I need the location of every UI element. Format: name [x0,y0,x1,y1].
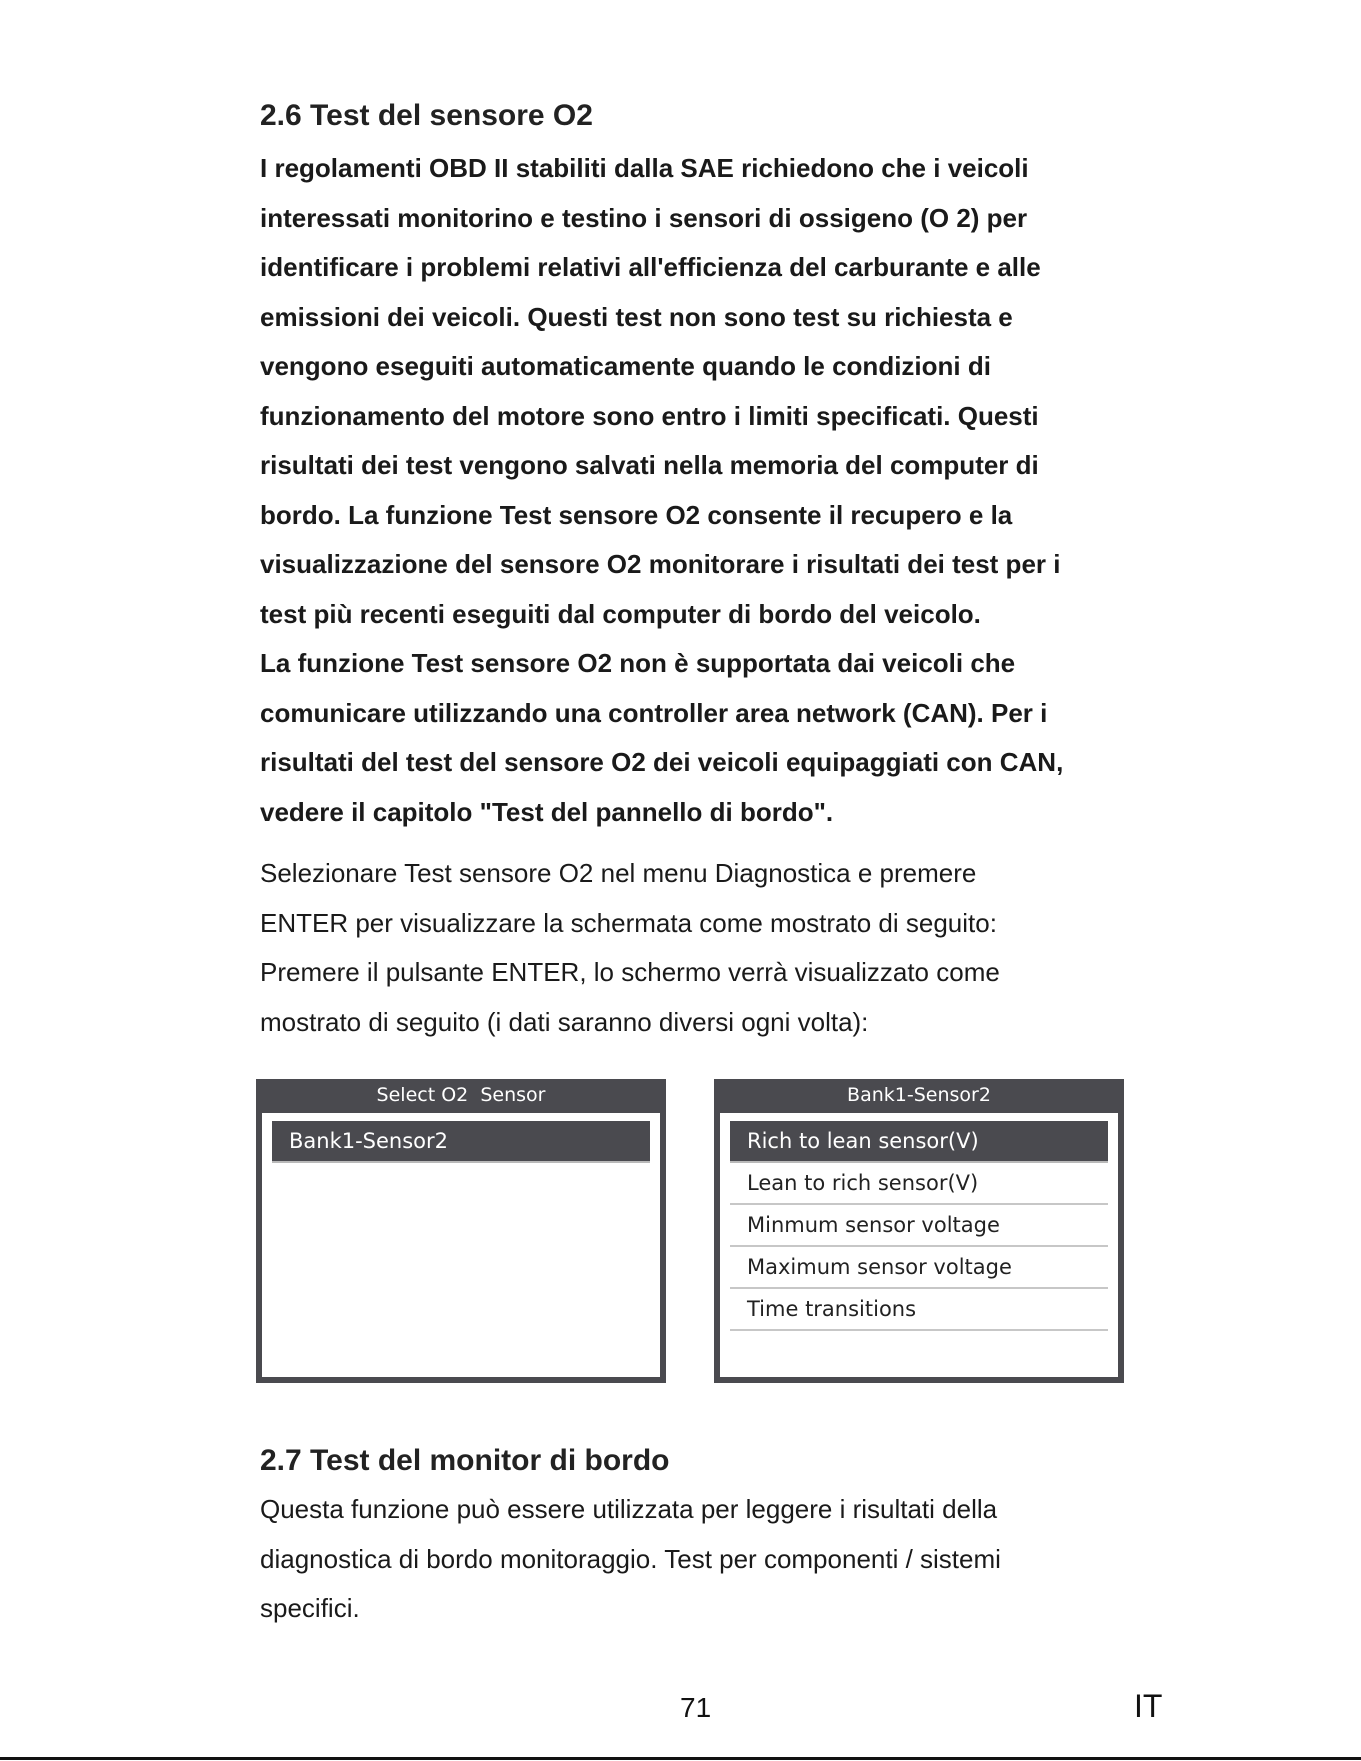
text-line: funzionamento del motore sono entro i limiti specificati. Questi [260,400,1039,431]
text-line: visualizzazione del sensore O2 monitorare i risultati dei test per i [260,549,1061,579]
o2-sensor-description [260,144,1160,837]
text-line: interessati monitorino e testino i sensori di ossigeno (O 2) per [260,202,1028,233]
text-line: diagnostica di bordo monitoraggio. Test per componenti / sistemi [260,1543,1001,1574]
text-line: specifici. [260,1593,360,1623]
section-title-onboard-monitor: 2.7 Test del monitor di bordo [260,1444,670,1477]
page-number: 71 [680,1692,712,1723]
device-screens [260,1079,1160,1383]
text-line: risultati del test del sensore O2 dei veicoli equipaggiati con CAN, [260,747,1064,777]
language-code: IT [1134,1688,1163,1724]
text-line: I regolamenti OBD II stabiliti dalla SAE richiedono che i veicoli [260,153,1029,183]
screen-title: Select O2 Sensor [376,1084,546,1106]
menu-item-maximum-voltage[interactable]: Maximum sensor voltage [730,1247,1108,1289]
bank1-sensor2-screen [714,1079,1124,1383]
menu-item-minimum-voltage[interactable]: Minmum sensor voltage [730,1205,1108,1247]
text-line: risultati dei test vengono salvati nella memoria del computer di [260,450,1039,480]
text-line: test più recenti eseguiti dal computer di bordo del veicolo. [260,598,981,629]
text-line: ENTER per visualizzare la schermata come mostrato di seguito: [260,907,997,938]
text-line: vedere il capitolo "Test del pannello di bordo". [260,796,834,827]
o2-sensor-instructions [260,849,1160,1047]
text-line: emissioni dei veicoli. Questi test non sono test su richiesta e [260,301,1013,332]
text-line: La funzione Test sensore O2 non è supportata dai veicoli che [260,648,1016,678]
text-line: Selezionare Test sensore O2 nel menu Diagnostica e premere [260,858,977,888]
manual-page [260,96,1160,1623]
select-o2-sensor-screen [256,1079,666,1383]
menu-item-time-transitions[interactable]: Time transitions [730,1289,1108,1331]
menu-item-rich-to-lean[interactable]: Rich to lean sensor(V) [730,1121,1108,1163]
text-line: identificare i problemi relativi all'efficienza del carburante e alle [260,252,1041,282]
text-line: bordo. La funzione Test sensore O2 consente il recupero e la [260,499,1013,530]
page-bottom-rule [0,1757,1361,1760]
section-title-o2-sensor-test: 2.6 Test del sensore O2 [260,99,593,132]
text-line: Premere il pulsante ENTER, lo schermo verrà visualizzato come [260,957,1000,987]
onboard-monitor-section [260,1441,1160,1634]
menu-item-bank1-sensor2[interactable]: Bank1-Sensor2 [272,1121,650,1163]
screen-title: Bank1-Sensor2 [847,1084,991,1106]
menu-item-lean-to-rich[interactable]: Lean to rich sensor(V) [730,1163,1108,1205]
text-line: Questa funzione può essere utilizzata per leggere i risultati della [260,1494,998,1524]
text-line: mostrato di seguito (i dati saranno diversi ogni volta): [260,1006,869,1037]
text-line: vengono eseguiti automaticamente quando le condizioni di [260,351,991,381]
onboard-monitor-description [260,1485,1160,1634]
text-line: comunicare utilizzando una controller area network (CAN). Per i [260,697,1048,728]
screen-menu [262,1113,660,1377]
screen-menu [720,1113,1118,1377]
